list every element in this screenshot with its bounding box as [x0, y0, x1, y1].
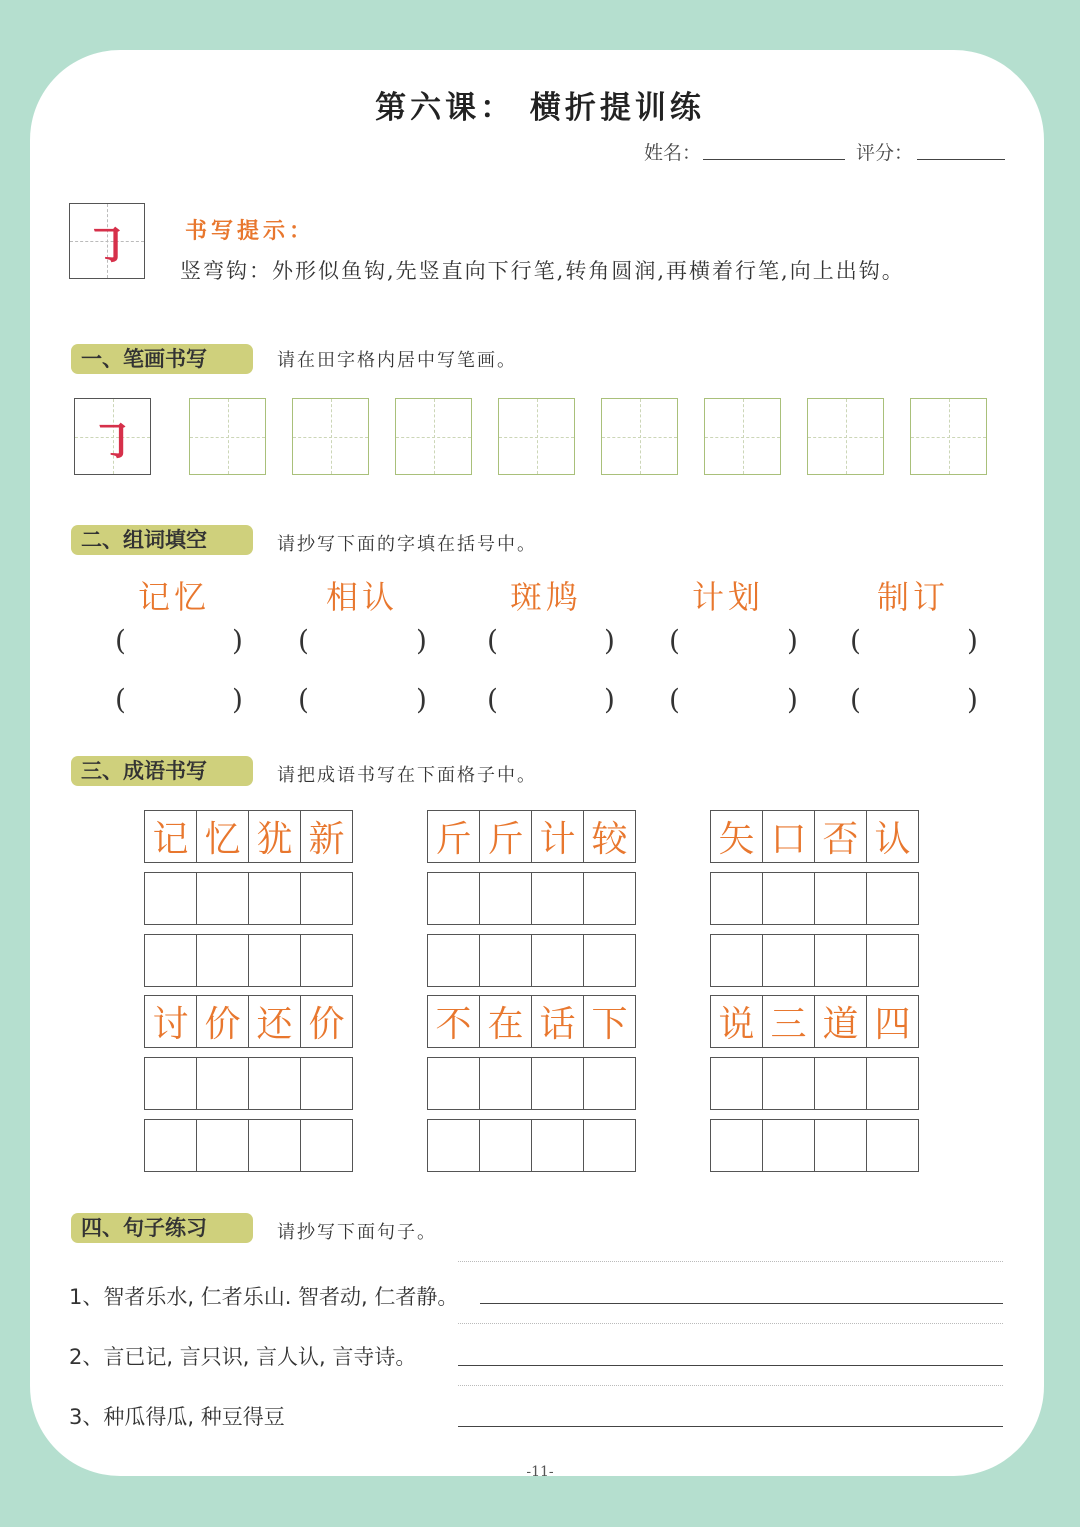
- guide-line: [458, 1261, 1003, 1262]
- section-4-instruction: 请抄写下面句子。: [277, 1222, 437, 1243]
- idiom-practice-row[interactable]: [427, 1057, 636, 1110]
- name-field[interactable]: [703, 159, 845, 160]
- idiom-char: 讨: [145, 996, 197, 1048]
- sentence-3-answer-line[interactable]: [458, 1426, 1003, 1427]
- idiom-char: 话: [532, 996, 584, 1048]
- paren-open: (: [669, 624, 680, 657]
- practice-grid[interactable]: [910, 398, 987, 475]
- practice-grid[interactable]: [807, 398, 884, 475]
- idiom-char: 认: [867, 811, 919, 863]
- vocab-word: 计划: [692, 578, 765, 616]
- idiom-practice-row[interactable]: [710, 872, 919, 925]
- practice-grid[interactable]: [498, 398, 575, 475]
- page-title: 第六课： 横折提训练: [375, 90, 705, 126]
- idiom-char: 记: [145, 811, 197, 863]
- idiom-char: 四: [867, 996, 919, 1048]
- idiom-model-row: [427, 995, 636, 1048]
- idiom-practice-row[interactable]: [710, 1057, 919, 1110]
- vocab-word: 制订: [877, 578, 950, 616]
- idiom-model-row: [710, 995, 919, 1048]
- idiom-char: 口: [763, 811, 815, 863]
- paren-close: ): [967, 683, 978, 716]
- paren-close: ): [232, 624, 243, 657]
- paren-open: (: [487, 624, 498, 657]
- paren-close: ): [232, 683, 243, 716]
- hint-stroke-box: [69, 203, 145, 279]
- practice-grid[interactable]: [292, 398, 369, 475]
- idiom-char: 道: [815, 996, 867, 1048]
- practice-grid[interactable]: [395, 398, 472, 475]
- vocab-word: 斑鸠: [510, 578, 583, 616]
- sentence-3: 3、种瓜得瓜, 种豆得豆: [69, 1405, 285, 1429]
- sentence-2: 2、言已记, 言只识, 言人认, 言寺诗。: [69, 1345, 417, 1369]
- section-4-label: 四、句子练习: [71, 1213, 253, 1243]
- idiom-char: 新: [301, 811, 353, 863]
- paren-close: ): [604, 624, 615, 657]
- idiom-model-row: [144, 810, 353, 863]
- practice-grid[interactable]: [601, 398, 678, 475]
- idiom-char: 三: [763, 996, 815, 1048]
- paren-open: (: [850, 624, 861, 657]
- idiom-practice-row[interactable]: [710, 934, 919, 987]
- paren-close: ): [416, 624, 427, 657]
- idiom-char: 在: [480, 996, 532, 1048]
- guide-line: [458, 1385, 1003, 1386]
- vocab-word: 相认: [326, 578, 399, 616]
- paren-open: (: [487, 683, 498, 716]
- idiom-practice-row[interactable]: [144, 1057, 353, 1110]
- idiom-char: 价: [197, 996, 249, 1048]
- section-1-label: 一、笔画书写: [71, 344, 253, 374]
- score-label: 评分：: [856, 142, 914, 164]
- idiom-practice-row[interactable]: [144, 934, 353, 987]
- idiom-model-row: [710, 810, 919, 863]
- paren-open: (: [669, 683, 680, 716]
- paren-open: (: [115, 683, 126, 716]
- section-2-label: 二、组词填空: [71, 525, 253, 555]
- idiom-practice-row[interactable]: [427, 872, 636, 925]
- practice-grid[interactable]: [189, 398, 266, 475]
- idiom-practice-row[interactable]: [427, 1119, 636, 1172]
- idiom-practice-row[interactable]: [710, 1119, 919, 1172]
- paren-close: ): [787, 624, 798, 657]
- sentence-1: 1、智者乐水, 仁者乐山. 智者动, 仁者静。: [69, 1285, 459, 1309]
- idiom-practice-row[interactable]: [427, 934, 636, 987]
- practice-grid[interactable]: [704, 398, 781, 475]
- page-number: -11-: [526, 1464, 554, 1480]
- stroke-example-icon: ㇆: [85, 220, 129, 271]
- stroke-example-icon: ㇆: [90, 415, 135, 467]
- idiom-practice-row[interactable]: [144, 1119, 353, 1172]
- stroke-example-grid: [74, 398, 151, 475]
- hint-title: 书写提示：: [185, 218, 316, 244]
- idiom-char: 不: [428, 996, 480, 1048]
- section-3-instruction: 请把成语书写在下面格子中。: [277, 765, 537, 786]
- idiom-char: 斤: [428, 811, 480, 863]
- section-1-instruction: 请在田字格内居中写笔画。: [277, 350, 517, 371]
- section-3-label: 三、成语书写: [71, 756, 253, 786]
- idiom-char: 还: [249, 996, 301, 1048]
- vocab-word: 记忆: [138, 578, 211, 616]
- paren-close: ): [416, 683, 427, 716]
- idiom-char: 忆: [197, 811, 249, 863]
- idiom-practice-row[interactable]: [144, 872, 353, 925]
- paren-close: ): [787, 683, 798, 716]
- guide-line: [458, 1323, 1003, 1324]
- hint-text: 竖弯钩：外形似鱼钩,先竖直向下行笔,转角圆润,再横着行笔,向上出钩。: [180, 259, 905, 283]
- section-2-instruction: 请抄写下面的字填在括号中。: [277, 534, 537, 555]
- sentence-2-answer-line[interactable]: [458, 1365, 1003, 1366]
- idiom-model-row: [427, 810, 636, 863]
- paren-open: (: [298, 624, 309, 657]
- sentence-1-answer-line[interactable]: [480, 1303, 1003, 1304]
- idiom-char: 下: [584, 996, 636, 1048]
- idiom-char: 较: [584, 811, 636, 863]
- idiom-char: 否: [815, 811, 867, 863]
- paren-open: (: [115, 624, 126, 657]
- idiom-char: 计: [532, 811, 584, 863]
- paren-close: ): [967, 624, 978, 657]
- idiom-char: 斤: [480, 811, 532, 863]
- paren-open: (: [298, 683, 309, 716]
- idiom-model-row: [144, 995, 353, 1048]
- idiom-char: 说: [711, 996, 763, 1048]
- idiom-char: 矢: [711, 811, 763, 863]
- idiom-char: 犹: [249, 811, 301, 863]
- paren-open: (: [850, 683, 861, 716]
- name-label: 姓名：: [644, 142, 702, 164]
- paren-close: ): [604, 683, 615, 716]
- idiom-char: 价: [301, 996, 353, 1048]
- score-field[interactable]: [917, 159, 1005, 160]
